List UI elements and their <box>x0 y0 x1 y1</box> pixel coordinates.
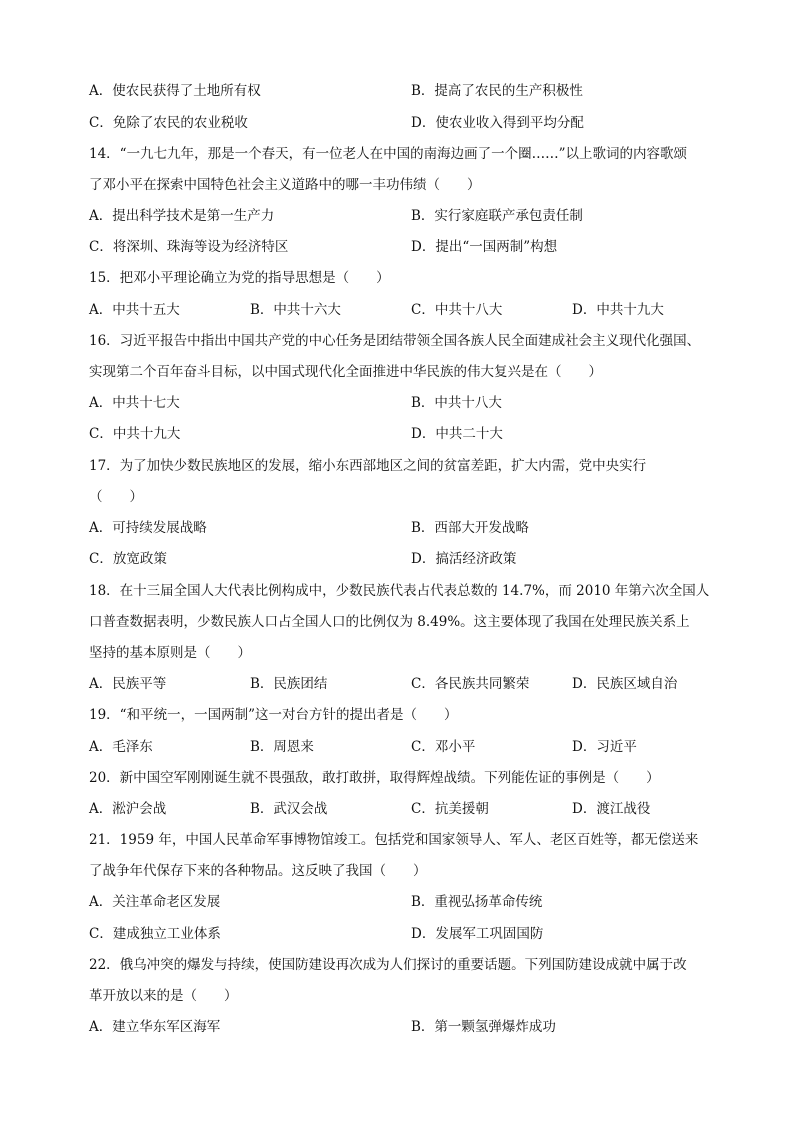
q17-option-c: C．放宽政策 <box>89 551 167 567</box>
q19-option-a: A．毛泽东 <box>89 739 153 755</box>
q21-stem-line-2: 了战争年代保存下来的各种物品。这反映了我国（ ） <box>89 863 427 879</box>
q15-option-d: D．中共十九大 <box>572 302 664 318</box>
q17-option-d: D．搞活经济政策 <box>411 551 517 567</box>
q20-option-c: C．抗美援朝 <box>411 801 489 817</box>
q22-option-a: A．建立华东军区海军 <box>89 1019 221 1035</box>
q14-option-d: D．提出“一国两制”构想 <box>411 239 558 255</box>
q20-stem: 20．新中国空军刚刚诞生就不畏强敌，敢打敢拼，取得辉煌战绩。下列能佐证的事例是（ ） <box>89 770 660 786</box>
q18-stem-line-2: 口普查数据表明，少数民族人口占全国人口的比例仅为 8.49%。这主要体现了我国在处理民族关系上 <box>89 614 690 630</box>
q21-option-b: B．重视弘扬革命传统 <box>411 894 543 910</box>
q18-stem-line-3: 坚持的基本原则是（ ） <box>89 645 251 661</box>
q20-option-b: B．武汉会战 <box>250 801 328 817</box>
q13-option-c: C．免除了农民的农业税收 <box>89 115 248 131</box>
q20-option-d: D．渡江战役 <box>572 801 651 817</box>
q18-option-b: B．民族团结 <box>250 676 328 692</box>
q22-option-b: B．第一颗氢弹爆炸成功 <box>411 1019 556 1035</box>
q18-stem-line-1: 18．在十三届全国人大代表比例构成中，少数民族代表占代表总数的 14.7%，而 2010 年第六次全国人 <box>89 583 710 599</box>
q13-option-b: B．提高了农民的生产积极性 <box>411 83 583 99</box>
q13-option-a: A．使农民获得了土地所有权 <box>89 83 261 99</box>
q16-option-d: D．中共二十大 <box>411 426 503 442</box>
q16-option-b: B．中共十八大 <box>411 395 502 411</box>
q15-option-a: A．中共十五大 <box>89 302 180 318</box>
q18-option-d: D．民族区域自治 <box>572 676 678 692</box>
q18-option-a: A．民族平等 <box>89 676 167 692</box>
q14-stem-line-1: 14．“一九七九年，那是一个春天，有一位老人在中国的南海边画了一个圈……”以上歌词的内容歌颂 <box>89 146 687 162</box>
q17-option-b: B．西部大开发战略 <box>411 520 529 536</box>
q14-stem-line-2: 了邓小平在探索中国特色社会主义道路中的哪一丰功伟绩（ ） <box>89 177 481 193</box>
q21-stem-line-1: 21．1959 年，中国人民革命军事博物馆竣工。包括党和国家领导人、军人、老区百姓等，都无偿送来 <box>89 832 699 848</box>
q22-stem-line-1: 22．俄乌冲突的爆发与持续，使国防建设再次成为人们探讨的重要话题。下列国防建设成就中属于改 <box>89 957 687 973</box>
q15-option-b: B．中共十六大 <box>250 302 341 318</box>
q14-option-c: C．将深圳、珠海等设为经济特区 <box>89 239 289 255</box>
q17-stem-line-1: 17．为了加快少数民族地区的发展，缩小东西部地区之间的贫富差距，扩大内需，党中央实行 <box>89 458 647 474</box>
q18-option-c: C．各民族共同繁荣 <box>411 676 530 692</box>
q15-stem: 15．把邓小平理论确立为党的指导思想是（ ） <box>89 270 390 286</box>
q16-stem-line-1: 16．习近平报告中指出中国共产党的中心任务是团结带领全国各族人民全面建成社会主义现代化强国、 <box>89 333 701 349</box>
q20-option-a: A．淞沪会战 <box>89 801 167 817</box>
q15-option-c: C．中共十八大 <box>411 302 503 318</box>
q21-option-c: C．建成独立工业体系 <box>89 926 221 942</box>
q19-option-c: C．邓小平 <box>411 739 476 755</box>
q17-stem-line-2: （ ） <box>89 489 143 505</box>
q14-option-b: B．实行家庭联产承包责任制 <box>411 208 583 224</box>
q13-option-d: D．使农业收入得到平均分配 <box>411 115 584 131</box>
q22-stem-line-2: 革开放以来的是（ ） <box>89 988 238 1004</box>
q16-option-a: A．中共十七大 <box>89 395 180 411</box>
q19-stem: 19．“和平统一，一国两制”这一对台方针的提出者是（ ） <box>89 707 458 723</box>
q19-option-d: D．习近平 <box>572 739 637 755</box>
q21-option-a: A．关注革命老区发展 <box>89 894 221 910</box>
q19-option-b: B．周恩来 <box>250 739 314 755</box>
q16-stem-line-2: 实现第二个百年奋斗目标，以中国式现代化全面推进中华民族的伟大复兴是在（ ） <box>89 364 602 380</box>
q21-option-d: D．发展军工巩固国防 <box>411 926 544 942</box>
q17-option-a: A．可持续发展战略 <box>89 520 207 536</box>
q14-option-a: A．提出科学技术是第一生产力 <box>89 208 275 224</box>
q16-option-c: C．中共十九大 <box>89 426 181 442</box>
